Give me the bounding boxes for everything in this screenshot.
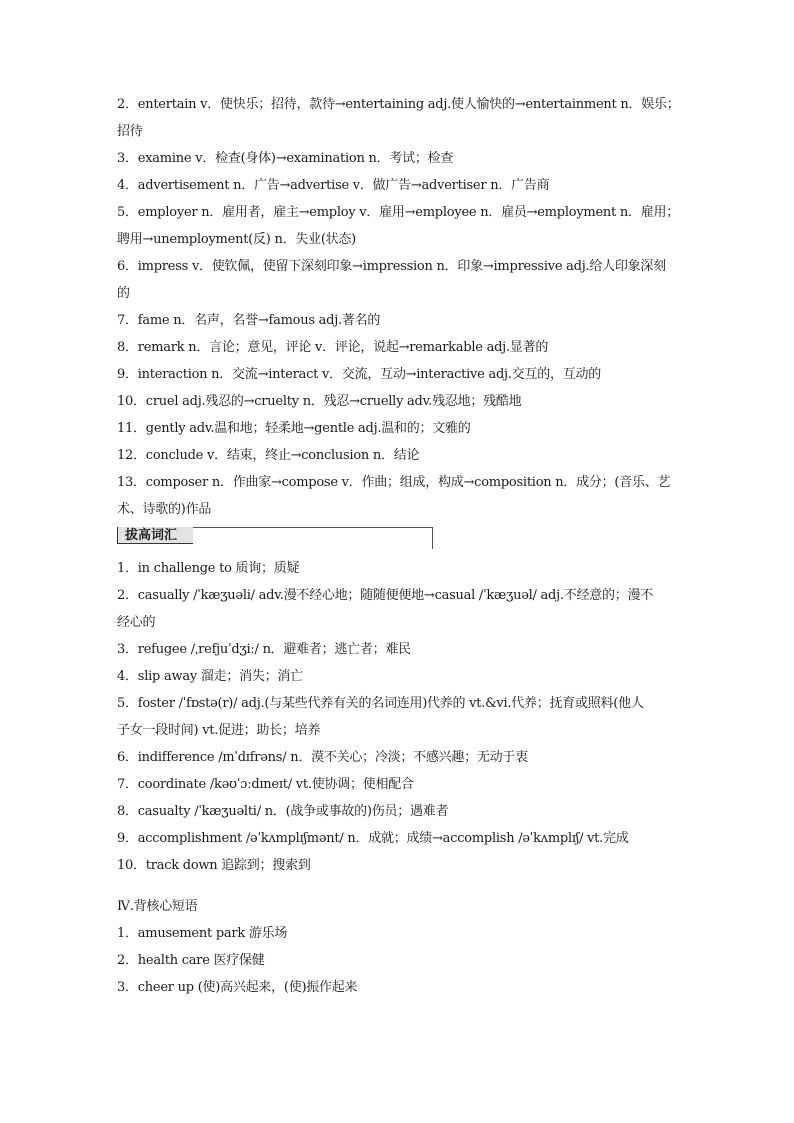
header-tick xyxy=(432,527,433,549)
entry-line: 8．casualty /ˈkæʒuəlti/ n．(战争或事故的)伤员；遇难者 xyxy=(117,804,449,819)
entry-line: 5．employer n．雇用者，雇主→employ v．雇用→employee n．雇员→employment n．雇用； xyxy=(117,205,680,220)
entry-line: 6．indifference /ɪnˈdɪfrəns/ n．漠不关心；冷淡；不感兴趣；无动于衷 xyxy=(117,750,528,765)
entry-line: 2．entertain v．使快乐；招待，款待→entertaining adj.使人愉快的→entertainment n．娱乐； xyxy=(117,97,680,112)
entry-line: 2．casually /ˈkæʒuəli/ adv.漫不经心地；随随便便地→casual /ˈkæʒuəl/ adj.不经意的；漫不 xyxy=(117,588,654,603)
entry-line: 7．fame n．名声，名誉→famous adj.著名的 xyxy=(117,313,381,328)
entry-line: 2．health care 医疗保健 xyxy=(117,953,265,968)
entry-line: 1．amusement park 游乐场 xyxy=(117,926,288,941)
entry-line: 13．composer n．作曲家→compose v．作曲；组成，构成→composition n．成分；(音乐、艺 xyxy=(117,475,671,490)
entry-line: 10．track down 追踪到；搜索到 xyxy=(117,858,311,873)
entry-line: 3．cheer up (使)高兴起来，(使)振作起来 xyxy=(117,980,358,995)
entry-line: 的 xyxy=(117,286,130,301)
entry-line: 8．remark n．言论；意见，评论 v．评论，说起→remarkable adj.显著的 xyxy=(117,340,549,355)
entry-line: 7．coordinate /kəʊˈɔːdɪneɪt/ vt.使协调；使相配合 xyxy=(117,777,414,792)
entry-line: 6．impress v．使钦佩，使留下深刻印象→impression n．印象→impressive adj.给人印象深刻 xyxy=(117,259,666,274)
entry-line: 12．conclude v．结束，终止→conclusion n．结论 xyxy=(117,448,420,463)
entry-line: 聘用→unemployment(反) n．失业(状态) xyxy=(117,232,356,247)
entry-line: 招待 xyxy=(117,124,143,139)
entry-line: 3．refugee /ˌrefjuˈdʒiː/ n．避难者；逃亡者；难民 xyxy=(117,642,411,657)
entry-line: 子女一段时间) vt.促进；助长；培养 xyxy=(117,723,321,738)
entry-line: 11．gently adv.温和地；轻柔地→gentle adj.温和的；文雅的 xyxy=(117,421,471,436)
word-family-list xyxy=(117,91,685,1001)
entry-line: 9．interaction n．交流→interact v．交流，互动→interactive adj.交互的，互动的 xyxy=(117,367,601,382)
entry-line: 经心的 xyxy=(117,615,156,630)
section-title: 拔高词汇 xyxy=(117,527,193,544)
entry-line: 4．slip away 溜走；消失；消亡 xyxy=(117,669,303,684)
entry-line: 术、诗歌的)作品 xyxy=(117,502,212,517)
section-title-core-phrases: Ⅳ.背核心短语 xyxy=(117,899,198,914)
entry-line: 1．in challenge to 质询；质疑 xyxy=(117,561,300,576)
entry-line: 10．cruel adj.残忍的→cruelty n．残忍→cruelly adv.残忍地；残酷地 xyxy=(117,394,522,409)
section-header-advanced-vocab xyxy=(117,525,685,551)
entry-line: 9．accomplishment /əˈkʌmplɪʃmənt/ n．成就；成绩→accomplish /əˈkʌmplɪʃ/ vt.完成 xyxy=(117,831,629,846)
entry-line: 5．foster /ˈfɒstə(r)/ adj.(与某些代养有关的名词连用)代养的 vt.&vi.代养；抚育或照料(他人 xyxy=(117,696,644,711)
entry-line: 3．examine v．检查(身体)→examination n．考试；检查 xyxy=(117,151,454,166)
entry-line: 4．advertisement n．广告→advertise v．做广告→advertiser n．广告商 xyxy=(117,178,550,193)
